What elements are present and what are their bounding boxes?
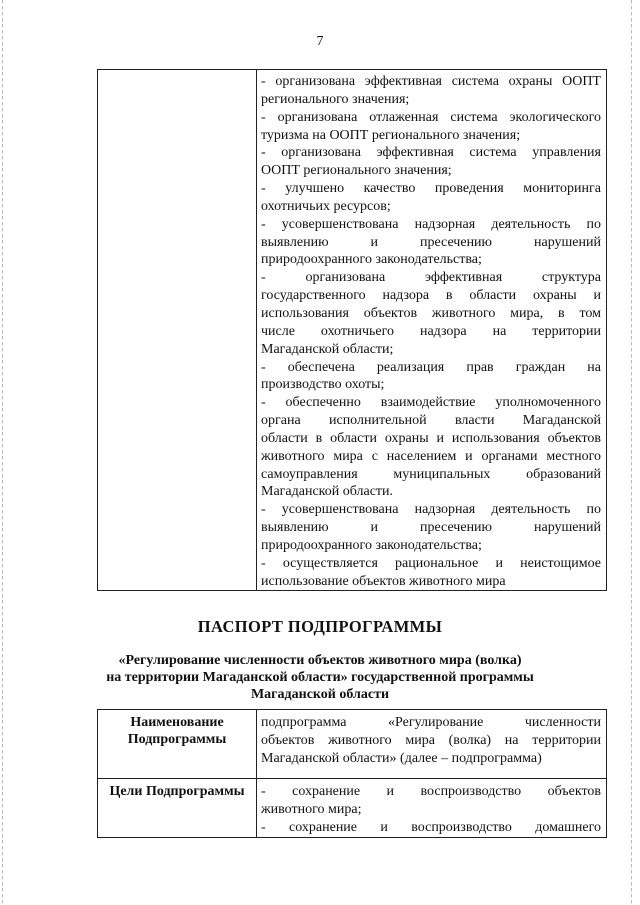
results-line: - обеспеченно взаимодействие уполномоченного xyxy=(261,395,601,411)
results-line: производство охоты; xyxy=(261,377,385,393)
passport-value-line: - сохранение и воспроизводство объектов xyxy=(261,784,601,799)
passport-value-line: Магаданской области» (далее – подпрограмма) xyxy=(261,750,542,766)
results-line: природоохранного законодательства; xyxy=(261,537,482,553)
passport-table xyxy=(97,709,607,838)
passport-subtitle-line: «Регулирование численности объектов животного мира (волка) xyxy=(118,653,522,668)
results-line: ООПТ регионального значения; xyxy=(261,163,452,179)
passport-row-name xyxy=(98,710,607,779)
results-line: Магаданской области; xyxy=(261,341,394,357)
passport-title: ПАСПОРТ ПОДПРОГРАММЫ xyxy=(197,617,443,636)
passport-value-line: объектов животного мира (волка) на территории xyxy=(261,732,601,748)
results-line: - усовершенствована надзорная деятельность по xyxy=(261,502,601,518)
passport-subtitle-line: Магаданской области xyxy=(250,687,390,702)
passport-label-line: Цели Подпрограммы xyxy=(109,784,245,799)
results-line: Магаданской области. xyxy=(261,484,394,500)
results-line: использования объектов животного мира, в том xyxy=(261,305,601,321)
results-line: числе охотничьего надзора на территории xyxy=(261,323,601,339)
results-line: регионального значения; xyxy=(261,91,410,107)
passport-row-goals xyxy=(98,779,607,838)
passport-value-line: животного мира; xyxy=(261,801,362,817)
passport-label-line: Подпрограммы xyxy=(127,732,227,747)
page-number: 7 xyxy=(316,34,324,49)
passport-value-line: - сохранение и воспроизводство домашнего xyxy=(261,819,601,835)
results-line: выявлению и пресечению нарушений xyxy=(261,234,601,250)
results-line: органа исполнительной власти Магаданской xyxy=(261,413,601,429)
results-line: - организована отлаженная система экологического xyxy=(261,109,601,125)
scan-edge-left xyxy=(2,0,3,905)
results-line: - организована эффективная система охраны ООПТ xyxy=(261,74,601,89)
results-line: выявлению и пресечению нарушений xyxy=(261,520,601,536)
results-line: использование объектов животного мира xyxy=(261,573,506,589)
results-line: - организована эффективная структура xyxy=(261,270,601,286)
results-line: животного мира с населением и органами местного xyxy=(261,448,601,464)
results-line: самоуправления муниципальных образований xyxy=(261,466,601,482)
results-line: - обеспечена реализация прав граждан на xyxy=(261,359,601,375)
results-line: - усовершенствована надзорная деятельность по xyxy=(261,216,601,232)
results-line: охотничьих ресурсов; xyxy=(261,198,391,214)
results-label-cell xyxy=(98,70,257,591)
passport-label-line: Наименование xyxy=(130,715,224,730)
results-line: - организована эффективная система управления xyxy=(261,145,601,161)
results-value-cell xyxy=(257,70,607,591)
passport-subtitle-line: на территории Магаданской области» государственной программы xyxy=(106,670,534,685)
passport-value-cell xyxy=(257,710,607,779)
results-line: туризма на ООПТ регионального значения; xyxy=(261,127,521,143)
results-line: области в области охраны и использования объектов xyxy=(261,430,601,446)
scan-edge-right xyxy=(631,0,632,905)
passport-value-cell xyxy=(257,779,607,838)
results-line: - улучшено качество проведения мониторинга xyxy=(261,181,601,197)
results-line: природоохранного законодательства; xyxy=(261,252,482,268)
results-line: - осуществляется рациональное и неистощимое xyxy=(261,555,601,571)
results-line: государственного надзора в области охраны и xyxy=(261,288,601,304)
passport-value-line: подпрограмма «Регулирование численности xyxy=(261,715,601,730)
results-table xyxy=(97,69,607,591)
passport-label-cell xyxy=(98,779,257,838)
passport-label-cell xyxy=(98,710,257,779)
